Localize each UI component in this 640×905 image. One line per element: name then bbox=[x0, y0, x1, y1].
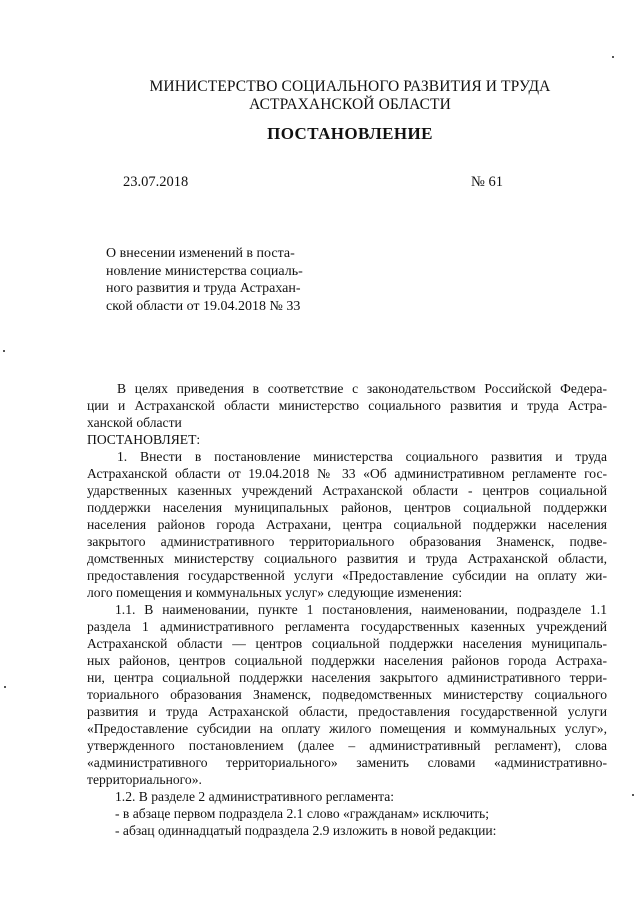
body-line: ханской области bbox=[87, 415, 182, 430]
document-type-title: ПОСТАНОВЛЕНИЕ bbox=[267, 124, 433, 143]
body-line: лого помещения и коммунальных услуг» следующие изменения: bbox=[87, 585, 463, 600]
scan-speck bbox=[4, 686, 6, 688]
scan-speck bbox=[3, 350, 5, 352]
document-date: 23.07.2018 bbox=[123, 174, 189, 190]
body-line: утвержденного постановлением (далее – административный регламент), слова bbox=[87, 738, 607, 753]
body-line: ударственных казенных учреждений Астраханской области - центров социальной bbox=[87, 483, 607, 498]
body-line: Астраханской области — центров социальной поддержки населения муниципаль- bbox=[87, 636, 607, 651]
ministry-line-2: АСТРАХАНСКОЙ ОБЛАСТИ bbox=[249, 96, 451, 113]
subject-line: О внесении изменений в поста- bbox=[106, 246, 295, 261]
body-line: «административного территориального» заменить словами «административно- bbox=[87, 755, 607, 770]
body-line: 1.2. В разделе 2 административного регламента: bbox=[115, 789, 395, 804]
document-number: № 61 bbox=[471, 174, 503, 190]
body-line: ПОСТАНОВЛЯЕТ: bbox=[87, 432, 201, 447]
body-line: 1.1. В наименовании, пункте 1 постановления, наименовании, подразделе 1.1 bbox=[115, 602, 607, 617]
body-line: закрытого административного территориального образования Знаменск, подве- bbox=[87, 534, 607, 549]
body-line: ни, центра социальной поддержки населения закрытого административного терри- bbox=[87, 670, 607, 685]
scan-speck bbox=[632, 794, 634, 796]
subject-line: ской области от 19.04.2018 № 33 bbox=[106, 298, 301, 314]
document-subject bbox=[106, 245, 336, 315]
body-line: - в абзаце первом подраздела 2.1 слово «гражданам» исключить; bbox=[115, 806, 490, 821]
body-line: 1. Внести в постановление министерства социального развития и труда bbox=[117, 449, 607, 464]
body-line: Астраханской области от 19.04.2018 № 33 «Об административном регламенте гос- bbox=[87, 466, 607, 481]
body-line: ции и Астраханской области министерство социального развития и труда Астра- bbox=[87, 398, 607, 413]
body-line: населения районов города Астрахани, центра социальной поддержки населения bbox=[87, 517, 607, 532]
body-line: ных районов, центров социальной поддержки населения районов города Астраха- bbox=[87, 653, 607, 668]
scan-speck bbox=[612, 56, 614, 58]
subject-line: новление министерства социаль- bbox=[106, 263, 303, 279]
body-line: - абзац одиннадцатый подраздела 2.9 изложить в новой редакции: bbox=[115, 823, 497, 838]
body-line: домственных министерству социального развития и труда Астраханской области, bbox=[87, 551, 607, 566]
document-body bbox=[87, 380, 607, 839]
ministry-line-1: МИНИСТЕРСТВО СОЦИАЛЬНОГО РАЗВИТИЯ И ТРУДА bbox=[149, 78, 551, 95]
subject-line: ного развития и труда Астрахан- bbox=[106, 281, 301, 296]
body-line: предоставления государственной услуги «Предоставление субсидии на оплату жи- bbox=[87, 568, 607, 583]
body-line: В целях приведения в соответствие с законодательством Российской Федера- bbox=[117, 381, 607, 396]
body-line: «Предоставление субсидии на оплату жилого помещения и коммунальных услуг», bbox=[87, 721, 607, 736]
body-line: территориального». bbox=[87, 772, 202, 787]
body-line: поддержки населения муниципальных районов, центров социальной поддержки bbox=[87, 500, 607, 515]
ministry-name bbox=[130, 78, 570, 114]
body-line: ториального образования Знаменск, подведомственных министерству социального bbox=[87, 687, 607, 702]
body-line: раздела 1 административного регламента государственных казенных учреждений bbox=[87, 619, 607, 634]
body-line: развития и труда Астраханской области, предоставления государственной услуги bbox=[87, 704, 607, 719]
